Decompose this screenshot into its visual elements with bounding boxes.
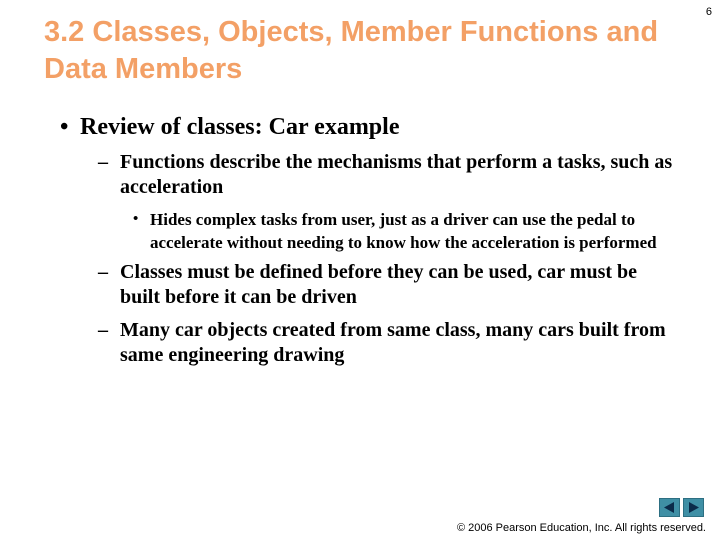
bullet-dot-icon: • — [60, 114, 69, 140]
slide-content — [0, 112, 720, 376]
copyright-footer: © 2006 Pearson Education, Inc. All rights reserved. — [456, 522, 706, 534]
bullet-level2 — [0, 150, 720, 200]
slide-number: 6 — [705, 6, 712, 18]
triangle-left-icon — [663, 501, 676, 514]
triangle-right-icon — [687, 501, 700, 514]
slide-title: 3.2 Classes, Objects, Member Functions and Data Members — [44, 16, 659, 85]
previous-slide-button[interactable] — [659, 498, 680, 517]
bullet-text: Many car objects created from same class, many cars built from same engineering drawing — [120, 319, 666, 366]
slide-navigation — [659, 498, 704, 517]
bullet-text: Classes must be defined before they can be used, car must be built before it can be driven — [120, 261, 638, 308]
bullet-text: Hides complex tasks from user, just as a driver can use the pedal to accelerate without needing to know how the acceleration is performed — [150, 210, 657, 252]
bullet-text: Functions describe the mechanisms that perform a tasks, such as acceleration — [120, 151, 673, 198]
bullet-level1 — [0, 112, 720, 142]
bullet-dot-icon: • — [133, 211, 139, 227]
bullet-dash-icon: – — [98, 151, 108, 173]
bullet-level2 — [0, 260, 720, 310]
bullet-text: Review of classes: Car example — [80, 114, 400, 140]
bullet-level2 — [0, 318, 720, 368]
bullet-dash-icon: – — [98, 261, 108, 283]
next-slide-button[interactable] — [683, 498, 704, 517]
bullet-dash-icon: – — [98, 319, 108, 341]
bullet-level3 — [0, 208, 720, 254]
